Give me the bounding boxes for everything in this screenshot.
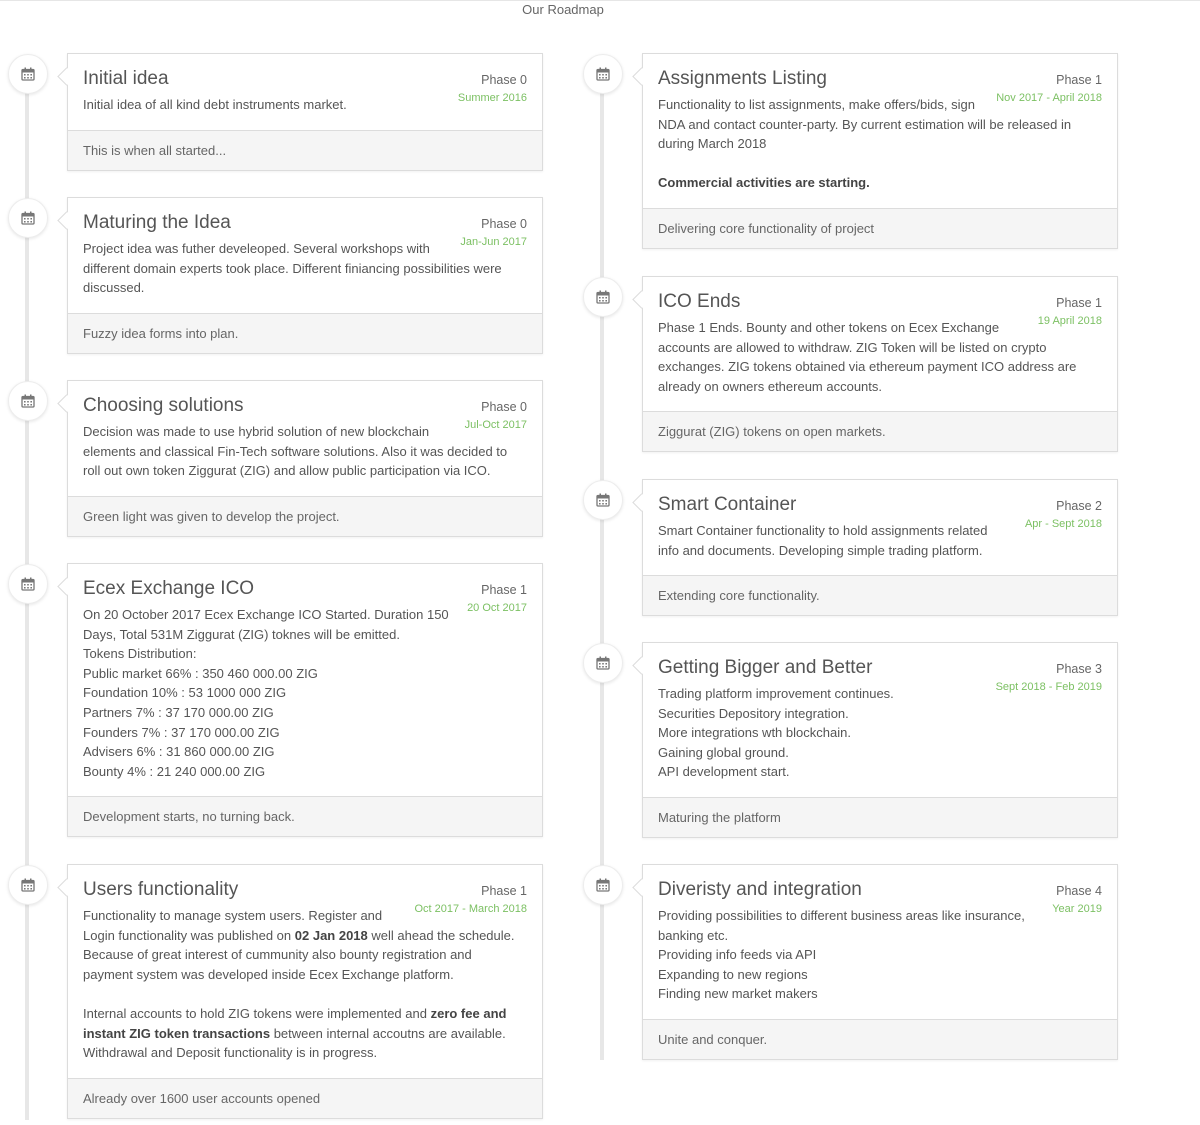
text-line: Trading platform improvement continues. (658, 686, 894, 701)
card-title: Ecex Exchange ICO (83, 578, 255, 599)
card-title: Assignments Listing (658, 68, 827, 89)
text-line: exchanges. ZIG tokens obtained via ethereum payment ICO address are (658, 359, 1077, 375)
text-line: Initial idea of all kind debt instruments market. (83, 97, 347, 112)
card-footer: Fuzzy idea forms into plan. (68, 313, 542, 353)
date-label: Oct 2017 - March 2018 (414, 903, 527, 915)
text-span: Login functionality was published on (83, 927, 295, 943)
timeline-entry-choosing-solutions (67, 380, 543, 537)
timeline-entry-maturing-idea (67, 197, 543, 354)
text-line: roll out own token Ziggurat (ZIG) and allow public participation via ICO. (83, 463, 491, 479)
text-line: On 20 October 2017 Ecex Exchange ICO Started. Duration 150 (83, 607, 449, 622)
text-line: payment system was developed inside Ecex Exchange platform. (83, 966, 454, 982)
card-title: Diveristy and integration (658, 879, 862, 900)
phase-label: Phase 0 (481, 217, 527, 231)
card-text (658, 684, 1102, 782)
phase-label: Phase 1 (1056, 296, 1102, 310)
roadmap-card (642, 276, 1118, 452)
date-label: 19 April 2018 (1037, 315, 1102, 327)
card-footer: Already over 1600 user accounts opened (68, 1078, 542, 1118)
paragraph-gap (658, 154, 1102, 174)
text-line: Expanding to new regions (658, 966, 808, 982)
date-label: Jan-Jun 2017 (460, 236, 527, 248)
text-line: different domain experts took place. Different finiancing possibilities were (83, 260, 502, 276)
date-label: Jul-Oct 2017 (464, 419, 527, 431)
timeline-entry-ecex-ico (67, 563, 543, 837)
card-title: Smart Container (658, 494, 797, 515)
text-line: Foundation 10% : 53 1000 000 ZIG (83, 685, 287, 701)
timeline-entry-getting-bigger (642, 642, 1118, 838)
card-title: ICO Ends (658, 291, 741, 312)
roadmap-card (67, 864, 543, 1119)
card-text (658, 95, 1102, 193)
card-text (83, 605, 527, 781)
text-line (83, 926, 527, 946)
roadmap-card (67, 197, 543, 354)
roadmap-card (642, 53, 1118, 249)
phase-label: Phase 0 (481, 400, 527, 414)
text-line: API development start. (658, 764, 790, 780)
text-line: Functionality to manage system users. Register and (83, 908, 383, 923)
text-line: Tokens Distribution: (83, 646, 197, 662)
card-footer: Ziggurat (ZIG) tokens on open markets. (643, 411, 1117, 451)
text-line: discussed. (83, 280, 145, 296)
text-bold: instant ZIG token transactions (83, 1025, 271, 1041)
card-text (83, 422, 527, 481)
timeline-entry-assignments-listing (642, 53, 1118, 249)
timeline-entry-ico-ends (642, 276, 1118, 452)
card-footer: Maturing the platform (643, 797, 1117, 837)
card-footer: Delivering core functionality of project (643, 208, 1117, 248)
timeline-entry-users-functionality (67, 864, 543, 1119)
text-line: banking etc. (658, 927, 729, 943)
text-line: Gaining global ground. (658, 744, 789, 760)
card-title: Getting Bigger and Better (658, 657, 873, 678)
date-label: Nov 2017 - April 2018 (996, 92, 1102, 104)
timeline-entry-smart-container (642, 479, 1118, 616)
text-line: during March 2018 (658, 136, 767, 152)
card-text (83, 906, 527, 1063)
text-line: Withdrawal and Deposit functionality is in progress. (83, 1045, 378, 1061)
card-title: Maturing the Idea (83, 212, 231, 233)
text-bold: Commercial activities are starting. (658, 175, 870, 191)
timeline-entry-diversity-integration (642, 864, 1118, 1060)
card-footer: Extending core functionality. (643, 575, 1117, 615)
text-span: well ahead the schedule. (367, 927, 515, 943)
text-bold: 02 Jan 2018 (294, 927, 368, 943)
phase-label: Phase 2 (1056, 499, 1102, 513)
calendar-icon (8, 865, 48, 905)
phase-label: Phase 1 (1056, 73, 1102, 87)
text-line: Phase 1 Ends. Bounty and other tokens on Ecex Exchange (658, 320, 1000, 335)
text-line: NDA and contact counter-party. By current estimation will be released in (658, 116, 1072, 132)
text-line: Providing info feeds via API (658, 947, 817, 963)
card-footer: Development starts, no turning back. (68, 796, 542, 836)
roadmap-card (67, 53, 543, 171)
text-line: Days, Total 531M Ziggurat (ZIG) toknes will be emitted. (83, 626, 400, 642)
calendar-icon (583, 480, 623, 520)
calendar-icon (583, 643, 623, 683)
text-line: Project idea was futher develeoped. Several workshops with (83, 241, 430, 256)
roadmap-card (67, 380, 543, 537)
text-line (83, 1024, 527, 1044)
text-line: Providing possibilities to different business areas like insurance, (658, 908, 1025, 923)
date-label: Sept 2018 - Feb 2019 (995, 681, 1102, 693)
calendar-icon (583, 865, 623, 905)
roadmap-card (642, 864, 1118, 1060)
phase-label: Phase 0 (481, 73, 527, 87)
text-line: Partners 7% : 37 170 000.00 ZIG (83, 704, 274, 720)
calendar-icon (8, 381, 48, 421)
calendar-icon (8, 564, 48, 604)
date-label: 20 Oct 2017 (467, 602, 527, 614)
calendar-icon (583, 54, 623, 94)
text-line: Decision was made to use hybrid solution of new blockchain (83, 424, 430, 439)
roadmap-card (67, 563, 543, 837)
text-line (658, 173, 1102, 193)
date-label: Apr - Sept 2018 (1024, 518, 1102, 530)
roadmap-card (642, 642, 1118, 838)
top-border (0, 0, 1200, 1)
text-line: Founders 7% : 37 170 000.00 ZIG (83, 724, 280, 740)
text-line: info and documents. Developing simple trading platform. (658, 542, 983, 558)
calendar-icon (583, 277, 623, 317)
text-line (83, 1004, 527, 1024)
text-line: Because of great interest of cummunity also bounty registration and (83, 947, 472, 963)
card-footer: This is when all started... (68, 130, 542, 170)
text-line: More integrations wth blockchain. (658, 725, 851, 741)
text-span: Internal accounts to hold ZIG tokens were implemented and (83, 1005, 431, 1021)
text-line: Functionality to list assignments, make offers/bids, sign (658, 97, 975, 112)
calendar-icon (8, 198, 48, 238)
card-text (658, 906, 1102, 1004)
paragraph-gap (83, 984, 527, 1004)
text-line: Advisers 6% : 31 860 000.00 ZIG (83, 744, 275, 760)
card-footer: Green light was given to develop the project. (68, 496, 542, 536)
text-line: Securities Depository integration. (658, 705, 849, 721)
timeline-entry-initial-idea (67, 53, 543, 171)
timeline-line-right (600, 82, 604, 1060)
text-line: Public market 66% : 350 460 000.00 ZIG (83, 665, 318, 681)
card-title: Users functionality (83, 879, 239, 900)
card-footer: Unite and conquer. (643, 1019, 1117, 1059)
text-line: Smart Container functionality to hold assignments related (658, 523, 988, 538)
text-line: Bounty 4% : 21 240 000.00 ZIG (83, 763, 266, 779)
text-bold: zero fee and (430, 1005, 507, 1021)
phase-label: Phase 4 (1056, 884, 1102, 898)
date-label: Year 2019 (1052, 903, 1102, 915)
page-title: Our Roadmap (522, 2, 604, 17)
text-line: elements and classical Fin-Tech software solutions. Also it was decided to (83, 443, 508, 459)
card-text (658, 318, 1102, 396)
card-title: Choosing solutions (83, 395, 244, 416)
date-label: Summer 2016 (457, 92, 527, 104)
text-span: between internal accoutns are available. (270, 1025, 506, 1041)
text-line: Finding new market makers (658, 986, 818, 1002)
phase-label: Phase 1 (481, 884, 527, 898)
text-line: already on owners ethereum accounts. (658, 378, 883, 394)
card-title: Initial idea (83, 68, 169, 89)
phase-label: Phase 3 (1056, 662, 1102, 676)
phase-label: Phase 1 (481, 583, 527, 597)
calendar-icon (8, 54, 48, 94)
roadmap-card (642, 479, 1118, 616)
text-line: accounts are allowed to withdraw. ZIG Token will be listed on crypto (658, 339, 1047, 355)
